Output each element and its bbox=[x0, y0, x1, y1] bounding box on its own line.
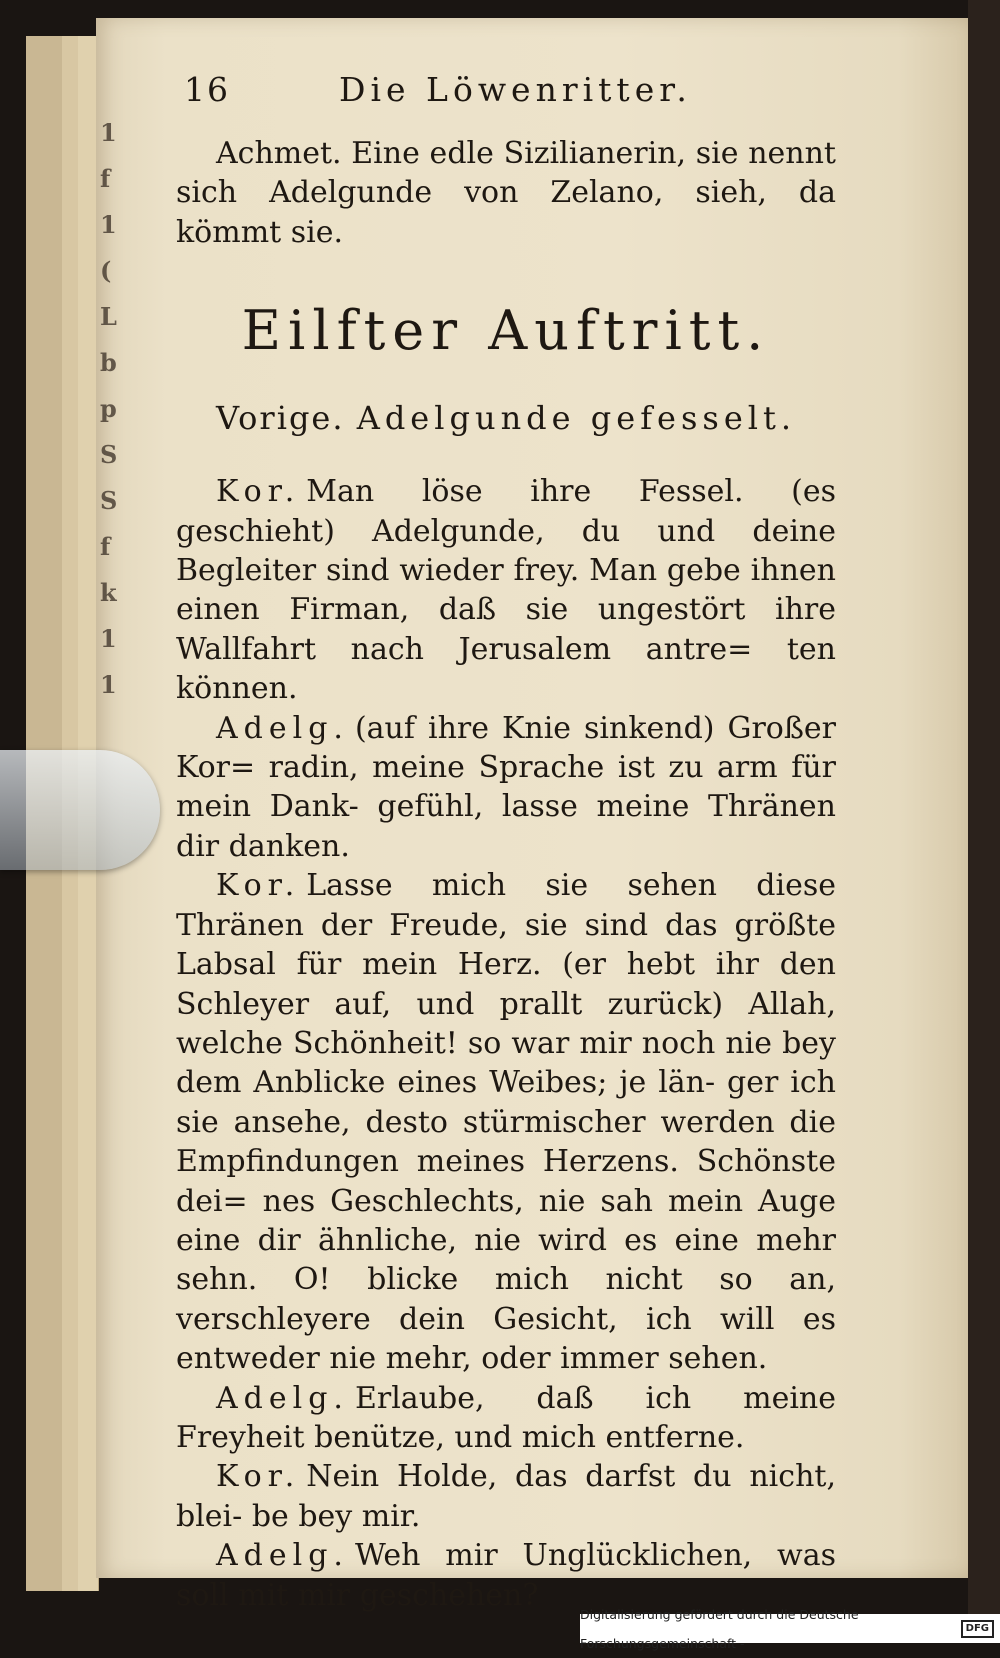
bleed-glyph: L bbox=[100, 302, 117, 331]
bleed-glyph: 1 bbox=[100, 118, 117, 147]
persons-previous: Vorige. bbox=[215, 399, 345, 438]
bleed-glyph: S bbox=[100, 486, 118, 515]
bleed-glyph: S bbox=[100, 440, 118, 469]
footer-text: Digitalisierung gefördert durch die Deutsche Forschungsgemeinschaft - bbox=[580, 1606, 859, 1651]
scene-persons bbox=[176, 394, 836, 442]
speech-text: Nein Holde, das darfst du nicht, blei- be bey mir. bbox=[176, 1459, 836, 1534]
dialogue-line: Achmet. Eine edle Sizilianerin, sie nennt sich Adelgunde von Zelano, sieh, da kömmt sie. bbox=[176, 136, 836, 250]
running-head bbox=[176, 70, 836, 134]
dialogue-line bbox=[176, 1379, 836, 1458]
page-holder-clip bbox=[0, 750, 160, 870]
speech-text: Erlaube, daß ich meine Freyheit benütze, und mich entferne. bbox=[176, 1380, 836, 1455]
bleed-glyph: 1 bbox=[100, 670, 117, 699]
bleed-glyph: b bbox=[100, 348, 117, 377]
scene-heading: Eilfter Auftritt. bbox=[241, 299, 771, 363]
bleed-glyph: k bbox=[100, 578, 117, 607]
dialogue-line bbox=[176, 1457, 836, 1536]
persons-new: Adelgunde gefesselt. bbox=[356, 399, 797, 438]
running-title: Die Löwenritter. bbox=[339, 70, 692, 109]
facing-page-bleed-through bbox=[100, 110, 140, 708]
speaker-name: Kor. bbox=[216, 868, 301, 904]
digitization-footer bbox=[580, 1606, 1000, 1651]
page-number: 16 bbox=[184, 70, 230, 109]
dialogue bbox=[176, 472, 836, 1615]
speaker-name: Kor. bbox=[216, 1459, 301, 1495]
bleed-glyph: ( bbox=[100, 256, 112, 285]
dfg-logo: DFG bbox=[961, 1620, 994, 1638]
speaker-name: Adelg. bbox=[216, 1380, 349, 1416]
bleed-glyph: f bbox=[100, 532, 111, 561]
speech-text: Man löse ihre Fessel. (es geschieht) Adelgunde, du und deine Begleiter sind wieder frey. Man gebe ihnen einen Firman, daß sie ungestört ihre Wallfahrt nach Jerusalem antre= ten können. bbox=[176, 474, 836, 707]
dialogue-line bbox=[176, 709, 836, 867]
speaker-name: Adelg. bbox=[216, 1538, 349, 1574]
book-spine bbox=[968, 0, 1000, 1643]
speaker-name: Kor. bbox=[216, 474, 301, 510]
speech-text: Lasse mich sie sehen diese Thränen der Freude, sie sind das größte Labsal für mein Herz. (er hebt ihr den Schleyer auf, und prallt zurück) Allah, welche Schönheit! so war mir noch nie bey dem Anblicke eines Weibes; je län- ger ich sie ansehe, desto stürmischer werden die Empfindungen meines Herzens. Schönste dei= nes Geschlechts, nie sah mein Auge eine dir ähnliche, nie wird es eine mehr sehn. O! blicke mich nicht so an, verschleyere dein Gesicht, ich will es entweder nie mehr, oder immer sehen. bbox=[176, 868, 836, 1377]
page-text bbox=[176, 70, 836, 1615]
bleed-glyph: 1 bbox=[100, 210, 117, 239]
speech-text: (auf ihre Knie sinkend) Großer Kor= radin, meine Sprache ist zu arm für mein Dank- gefühl, lasse meine Thränen dir danken. bbox=[176, 710, 836, 864]
speech-text: Weh mir Unglücklichen, was soll mit mir geschehen? bbox=[176, 1538, 836, 1613]
bleed-glyph: f bbox=[100, 164, 111, 193]
bleed-glyph: 1 bbox=[100, 624, 117, 653]
dialogue-line bbox=[176, 472, 836, 708]
dialogue-line bbox=[176, 866, 836, 1378]
speaker-name: Adelg. bbox=[216, 710, 349, 746]
bleed-glyph: p bbox=[100, 394, 117, 423]
